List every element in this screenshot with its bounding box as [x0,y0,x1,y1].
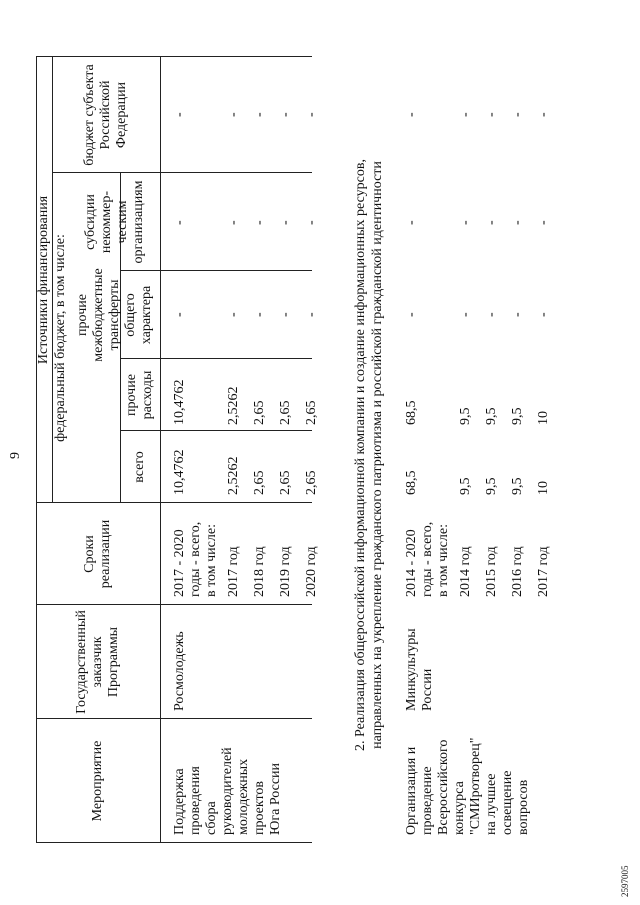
value-total: 9,5 [510,477,525,495]
term-line: 2020 год [304,546,319,597]
value-total: 2,5262 [226,456,241,495]
term-line: 2016 год [510,546,525,597]
value-other: 9,5 [510,407,525,425]
header-line-bottom [160,57,161,843]
header-event: Мероприятие [90,740,105,822]
header-terms: Сроки реализации [82,519,113,589]
value-other: 2,65 [278,400,293,425]
value-subsidies: - [252,220,267,225]
value-regional: - [278,112,293,117]
value-transfers: - [484,312,499,317]
value-transfers: - [404,312,419,317]
header-sources: Источники финансирования [36,195,51,365]
header-subsidies: субсидии некоммер-ческим организациям [83,180,146,264]
term-line: годы - всего, [420,521,435,597]
header-regional: бюджет субъекта Российской Федерации [82,64,129,166]
value-regional: - [226,112,241,117]
value-regional: - [404,112,419,117]
value-transfers: - [278,312,293,317]
document-code: 2597005 [620,865,630,897]
term-line: 2017 год [226,546,241,597]
value-transfers: - [510,312,525,317]
term-line: в том числе: [436,524,451,597]
term-line: 2017 год [536,546,551,597]
customer-line: Росмолодежь [172,631,187,711]
header-fed-budget: федеральный бюджет, в том числе: [53,234,68,442]
event-name-line: "СМИротворец" [468,737,483,835]
value-other: 9,5 [484,407,499,425]
header-other-expenses: прочие расходы [124,370,155,420]
event-name-line: на лучшее [484,773,499,835]
value-other: 2,65 [304,400,319,425]
value-transfers: - [172,312,187,317]
event-name-line: проведения [188,766,203,835]
event-name-line: проектов [252,780,267,835]
term-line: 2018 год [252,546,267,597]
event-name-line: Всероссийского [436,739,451,835]
term-line: годы - всего, [188,521,203,597]
event-name-line: проведение [420,766,435,835]
section-heading-line: направленных на укрепление гражданского патриотизма и российской гражданской идентичности [370,161,385,749]
section-heading [352,95,386,815]
term-line: 2015 год [484,546,499,597]
value-total: 10,4762 [172,449,187,495]
value-transfers: - [252,312,267,317]
header-transfers: прочие межбюджетные трансферты общего характера [75,268,154,362]
value-transfers: - [226,312,241,317]
value-transfers: - [536,312,551,317]
value-other: 10,4762 [172,379,187,425]
event-name-line: Поддержка [172,768,187,835]
page-number: 9 [8,452,23,459]
header-total: всего [132,451,147,483]
event-name-line: сбора [204,801,219,835]
value-transfers: - [304,312,319,317]
event-name-line: вопросов [516,779,531,835]
value-subsidies: - [226,220,241,225]
value-other: 10 [536,411,551,425]
value-subsidies: - [404,220,419,225]
value-other: 68,5 [404,400,419,425]
event-name-line: конкурса [452,781,467,835]
term-line: 2014 год [458,546,473,597]
customer-line: России [420,668,435,711]
value-other: 9,5 [458,407,473,425]
value-regional: - [458,112,473,117]
customer-line: Минкультуры [404,628,419,711]
value-subsidies: - [510,220,525,225]
event-name-line: Юга России [268,762,283,835]
term-line: 2017 - 2020 [172,529,187,597]
value-subsidies: - [458,220,473,225]
event-name-line: Организация и [404,746,419,835]
value-total: 2,65 [278,470,293,495]
value-total: 2,65 [304,470,319,495]
term-line: в том числе: [204,524,219,597]
event-name-line: освещение [500,770,515,835]
header-customer: Государственный заказчик Программы [74,610,121,714]
value-regional: - [510,112,525,117]
event-name-line: руководителей [220,747,235,835]
section-heading-line: 2. Реализация общероссийской информационной компании и создание информационных ресурсов, [353,159,368,751]
value-total: 9,5 [458,477,473,495]
event-name-line: молодежных [236,758,251,835]
value-total: 2,65 [252,470,267,495]
value-transfers: - [458,312,473,317]
value-subsidies: - [536,220,551,225]
value-regional: - [536,112,551,117]
value-total: 9,5 [484,477,499,495]
financing-table [36,57,602,843]
value-subsidies: - [304,220,319,225]
term-line: 2019 год [278,546,293,597]
value-subsidies: - [278,220,293,225]
value-other: 2,5262 [226,386,241,425]
value-regional: - [172,112,187,117]
value-regional: - [484,112,499,117]
value-total: 68,5 [404,470,419,495]
value-subsidies: - [172,220,187,225]
value-regional: - [252,112,267,117]
value-regional: - [304,112,319,117]
value-subsidies: - [484,220,499,225]
value-other: 2,65 [252,400,267,425]
value-total: 10 [536,481,551,495]
term-line: 2014 - 2020 [404,529,419,597]
